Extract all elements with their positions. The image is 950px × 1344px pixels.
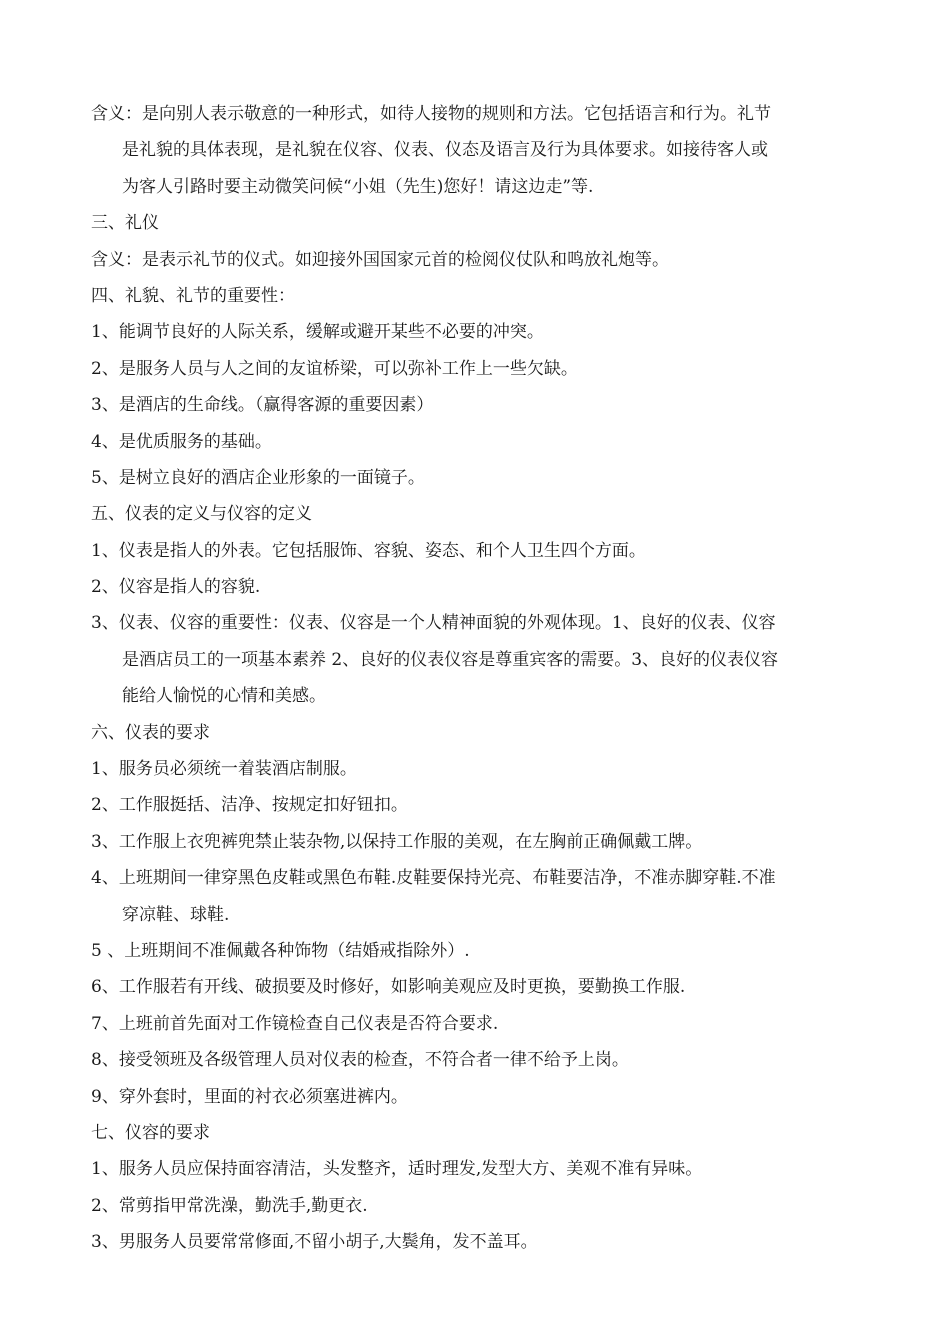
paragraph-line: 3、工作服上衣兜裤兜禁止装杂物,以保持工作服的美观，在左胸前正确佩戴工牌。 [91, 831, 703, 852]
paragraph-line: 含义：是向别人表示敬意的一种形式，如待人接物的规则和方法。它包括语言和行为。礼节 [91, 104, 771, 124]
paragraph-continuation-line: 是酒店员工的一项基本素养 2、良好的仪表仪容是尊重宾客的需要。3、良好的仪表仪容 [122, 649, 779, 670]
paragraph-line: 2、工作服挺括、洁净、按规定扣好钮扣。 [91, 795, 408, 816]
paragraph-line: 4、上班期间一律穿黑色皮鞋或黑色布鞋.皮鞋要保持光亮、布鞋要洁净，不准赤脚穿鞋.不准 [91, 868, 776, 889]
paragraph-line: 3、男服务人员要常常修面,不留小胡子,大鬓角，发不盖耳。 [91, 1232, 538, 1253]
paragraph-line: 2、是服务人员与人之间的友谊桥梁，可以弥补工作上一些欠缺。 [91, 358, 578, 379]
paragraph-line: 六、仪表的要求 [91, 722, 210, 743]
paragraph-line: 1、能调节良好的人际关系，缓解或避开某些不必要的冲突。 [91, 322, 544, 343]
paragraph-line: 5、是树立良好的酒店企业形象的一面镜子。 [91, 467, 425, 488]
paragraph-line: 7、上班前首先面对工作镜检查自己仪表是否符合要求. [91, 1013, 499, 1034]
paragraph-line: 3、是酒店的生命线。（赢得客源的重要因素） [91, 395, 434, 416]
paragraph-line: 8、接受领班及各级管理人员对仪表的检查，不符合者一律不给予上岗。 [91, 1050, 629, 1071]
paragraph-continuation-line: 是礼貌的具体表现，是礼貌在仪容、仪表、仪态及语言及行为具体要求。如接待客人或 [122, 140, 768, 161]
paragraph-line: 含义：是表示礼节的仪式。如迎接外国国家元首的检阅仪仗队和鸣放礼炮等。 [91, 249, 669, 270]
paragraph-line: 三、礼仪 [91, 213, 159, 234]
paragraph-line: 9、穿外套时，里面的衬衣必须塞进裤内。 [91, 1086, 408, 1107]
paragraph-line: 4、是优质服务的基础。 [91, 431, 272, 452]
paragraph-continuation-line: 穿凉鞋、球鞋. [122, 904, 230, 925]
paragraph-line: 1、仪表是指人的外表。它包括服饰、容貌、姿态、和个人卫生四个方面。 [91, 540, 646, 561]
paragraph-line: 5 、上班期间不准佩戴各种饰物（结婚戒指除外）. [91, 940, 470, 961]
paragraph-line: 1、服务员必须统一着装酒店制服。 [91, 759, 357, 780]
paragraph-line: 6、工作服若有开线、破损要及时修好，如影响美观应及时更换，要勤换工作服. [91, 977, 686, 998]
paragraph-line: 1、服务人员应保持面容清洁，头发整齐，适时理发,发型大方、美观不准有异味。 [91, 1159, 703, 1180]
paragraph-line: 五、仪表的定义与仪容的定义 [91, 504, 312, 525]
paragraph-line: 七、仪容的要求 [91, 1122, 210, 1143]
paragraph-line: 3、仪表、仪容的重要性：仪表、仪容是一个人精神面貌的外观体现。1、良好的仪表、仪容 [91, 613, 776, 634]
document-body [91, 96, 861, 1261]
paragraph-line: 2、仪容是指人的容貌. [91, 577, 261, 598]
paragraph-line: 四、礼貌、礼节的重要性： [91, 285, 295, 306]
paragraph-continuation-line: 为客人引路时要主动微笑问候“小姐（先生)您好！请这边走”等. [122, 176, 594, 197]
paragraph-continuation-line: 能给人愉悦的心情和美感。 [122, 686, 326, 707]
paragraph-line: 2、常剪指甲常洗澡，勤洗手,勤更衣. [91, 1195, 368, 1216]
